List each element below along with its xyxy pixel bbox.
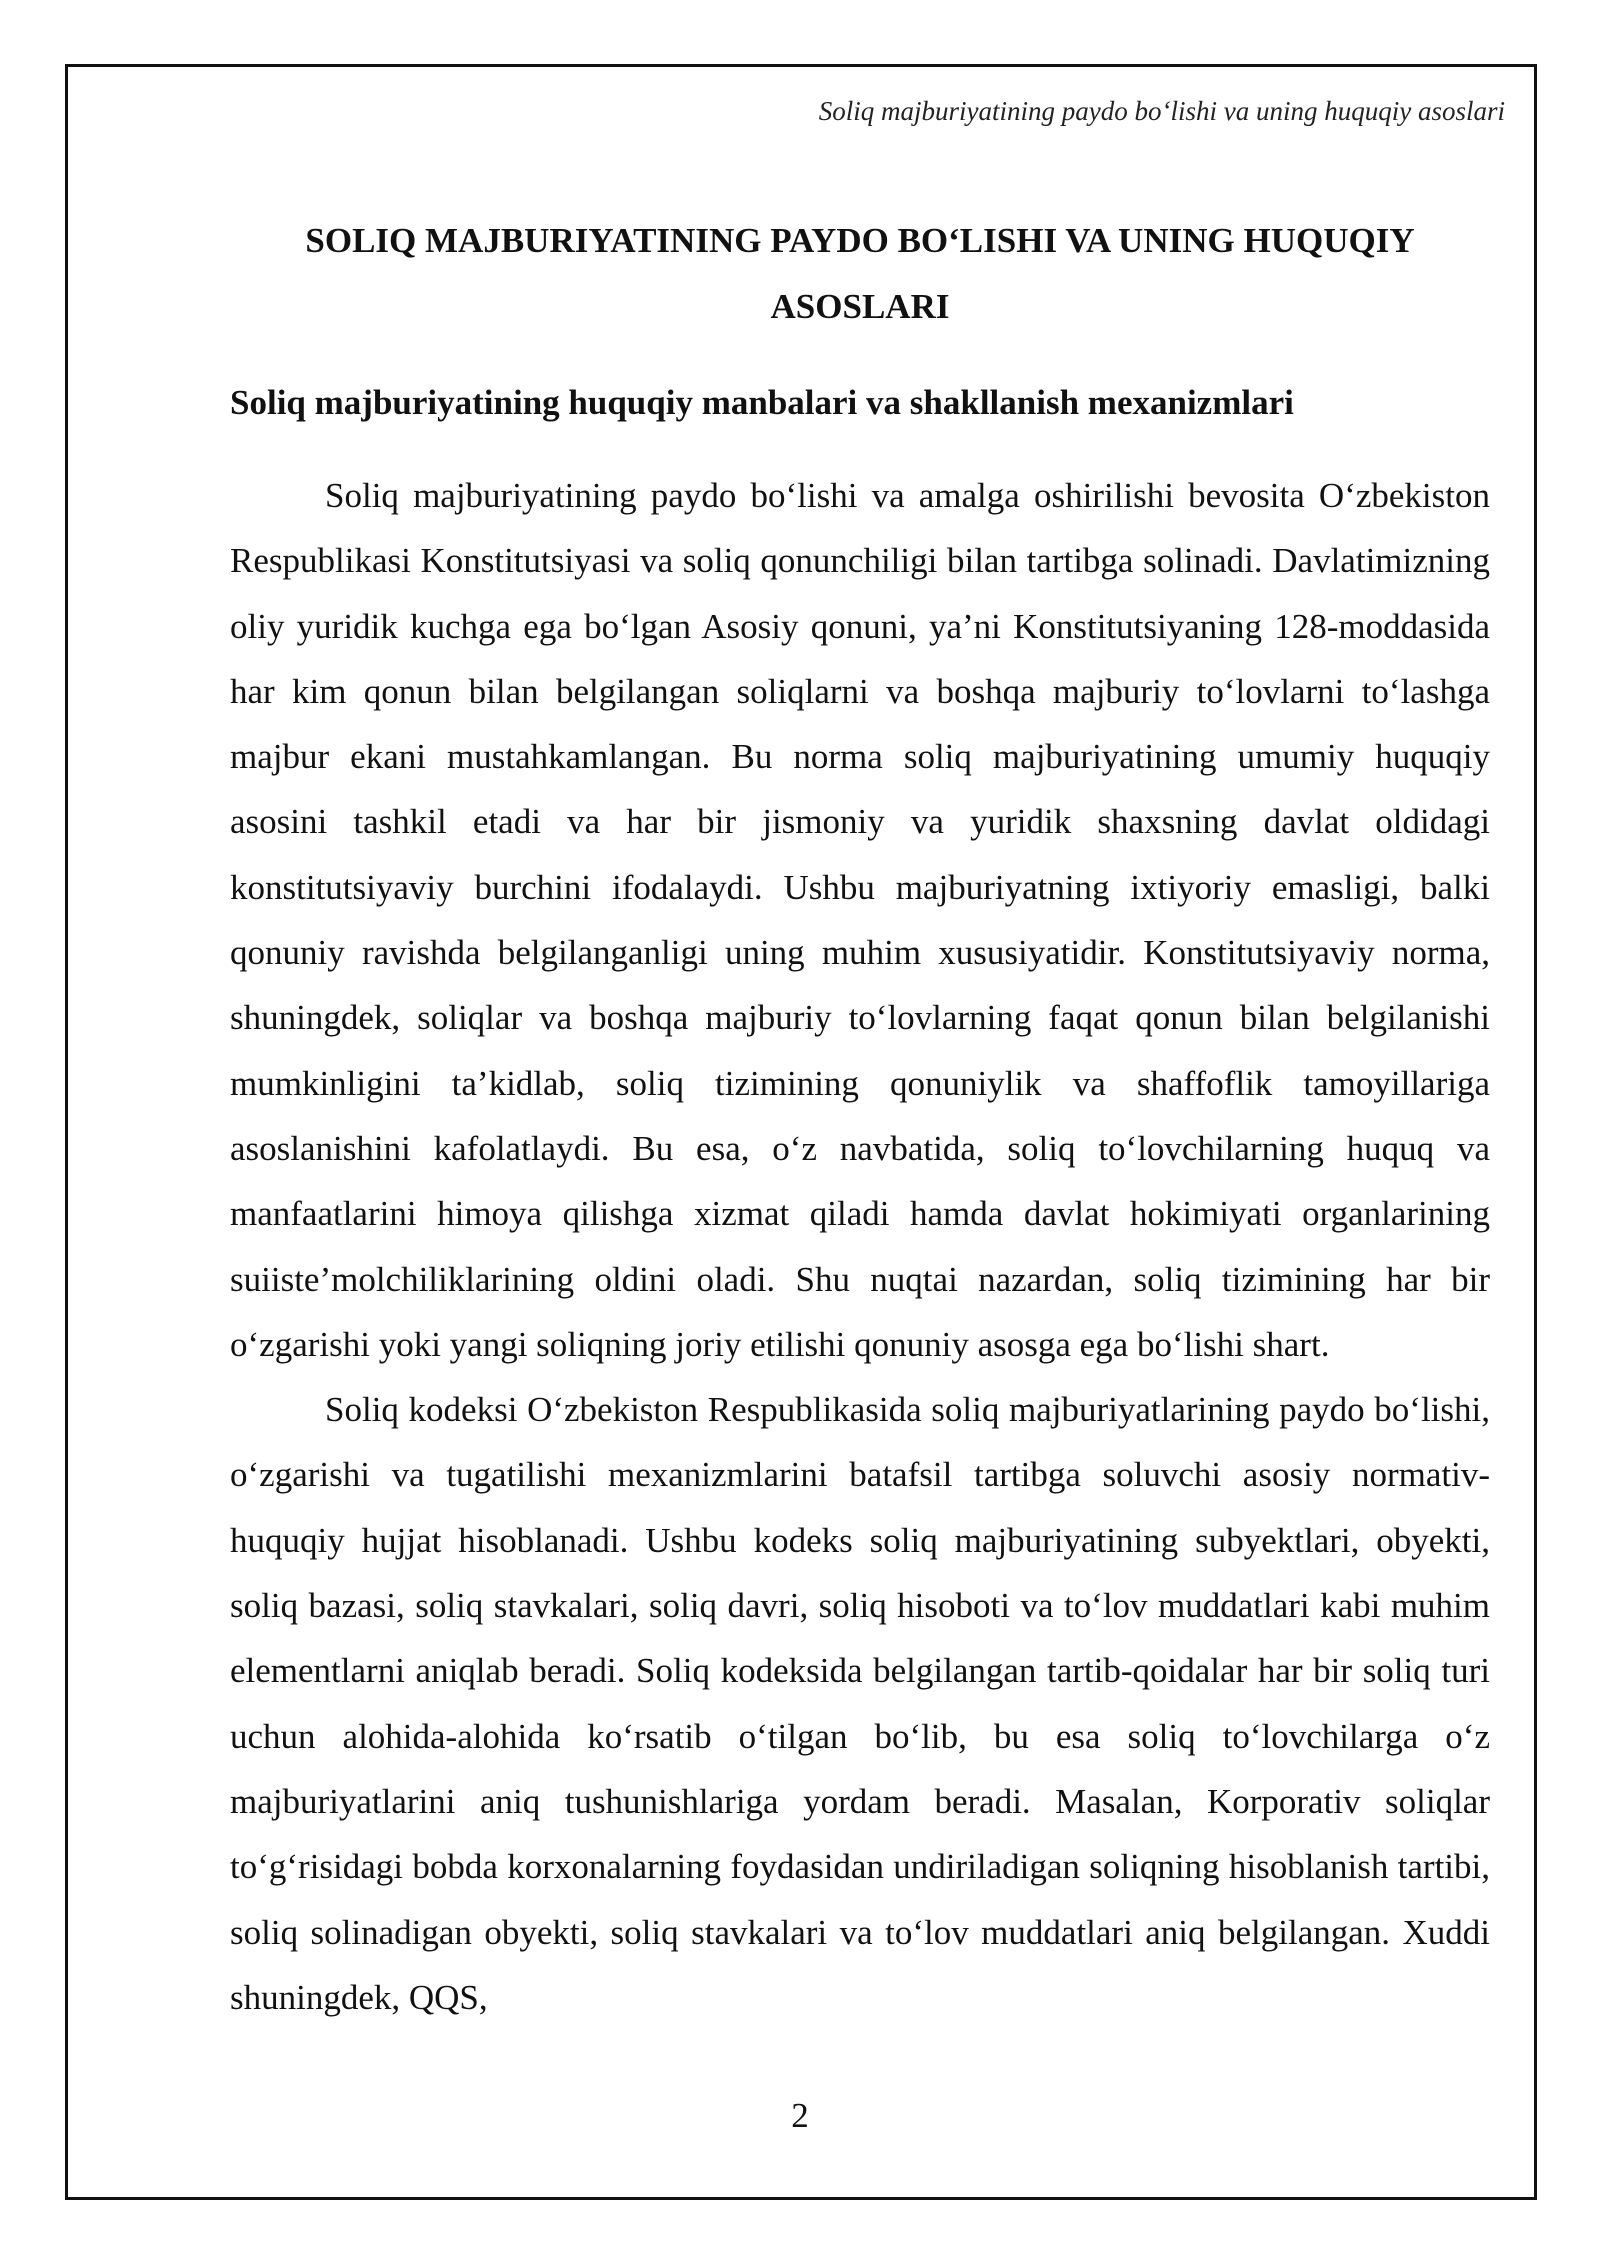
document-title: SOLIQ MAJBURIYATINING PAYDO BO‘LISHI VA UNING HUQUQIY ASOSLARI [305, 221, 1415, 326]
body-text [230, 463, 1490, 2030]
page-number: 2 [791, 2096, 809, 2135]
section-heading: Soliq majburiyatining huquqiy manbalari va shakllanish mexanizmlari [230, 383, 1294, 422]
running-header: Soliq majburiyatining paydo bo‘lishi va uning huquqiy asoslari [818, 96, 1505, 126]
paragraph: Soliq majburiyatining paydo bo‘lishi va amalga oshirilishi bevosita O‘zbekiston Respublikasi Konstitutsiyasi va soliq qonunchiligi bilan tartibga solinadi. Davlatimizning oliy yuridik kuchga ega bo‘lgan Asosiy qonuni, ya’ni Konstitutsiyaning 128-moddasida har kim qonun bilan belgilangan soliqlarni va boshqa majburiy to‘lovlarni to‘lashga majbur ekani mustahkamlangan. Bu norma soliq majburiyatining umumiy huquqiy asosini tashkil etadi va har bir jismoniy va yuridik shaxsning davlat oldidagi konstitutsiyaviy burchini ifodalaydi. Ushbu majburiyatning ixtiyoriy emasligi, balki qonuniy ravishda belgilanganligi uning muhim xususiyatidir. Konstitutsiyaviy norma, shuningdek, soliqlar va boshqa majburiy to‘lovlarning faqat qonun bilan belgilanishi mumkinligini ta’kidlab, soliq tizimining qonuniylik va shaffoflik tamoyillariga asoslanishini kafolatlaydi. Bu esa, o‘z navbatida, soliq to‘lovchilarning huquq va manfaatlarini himoya qilishga xizmat qiladi hamda davlat hokimiyati organlarining suiiste’molchiliklarining oldini oladi. Shu nuqtai nazardan, soliq tizimining har bir o‘zgarishi yoki yangi soliqning joriy etilishi qonuniy asosga ega bo‘lishi shart. [230, 476, 1490, 1364]
paragraph: Soliq kodeksi O‘zbekiston Respublikasida soliq majburiyatlarining paydo bo‘lishi, o‘zgarishi va tugatilishi mexanizmlarini batafsil tartibga soluvchi asosiy normativ-huquqiy hujjat hisoblanadi. Ushbu kodeks soliq majburiyatining subyektlari, obyekti, soliq bazasi, soliq stavkalari, soliq davri, soliq hisoboti va to‘lov muddatlari kabi muhim elementlarni aniqlab beradi. Soliq kodeksida belgilangan tartib-qoidalar har bir soliq turi uchun alohida-alohida ko‘rsatib o‘tilgan bo‘lib, bu esa soliq to‘lovchilarga o‘z majburiyatlarini aniq tushunishlariga yordam beradi. Masalan, Korporativ soliqlar to‘g‘risidagi bobda korxonalarning foydasidan undiriladigan soliqning hisoblanish tartibi, soliq solinadigan obyekti, soliq stavkalari va to‘lov muddatlari aniq belgilangan. Xuddi shuningdek, QQS, [230, 1390, 1490, 2017]
